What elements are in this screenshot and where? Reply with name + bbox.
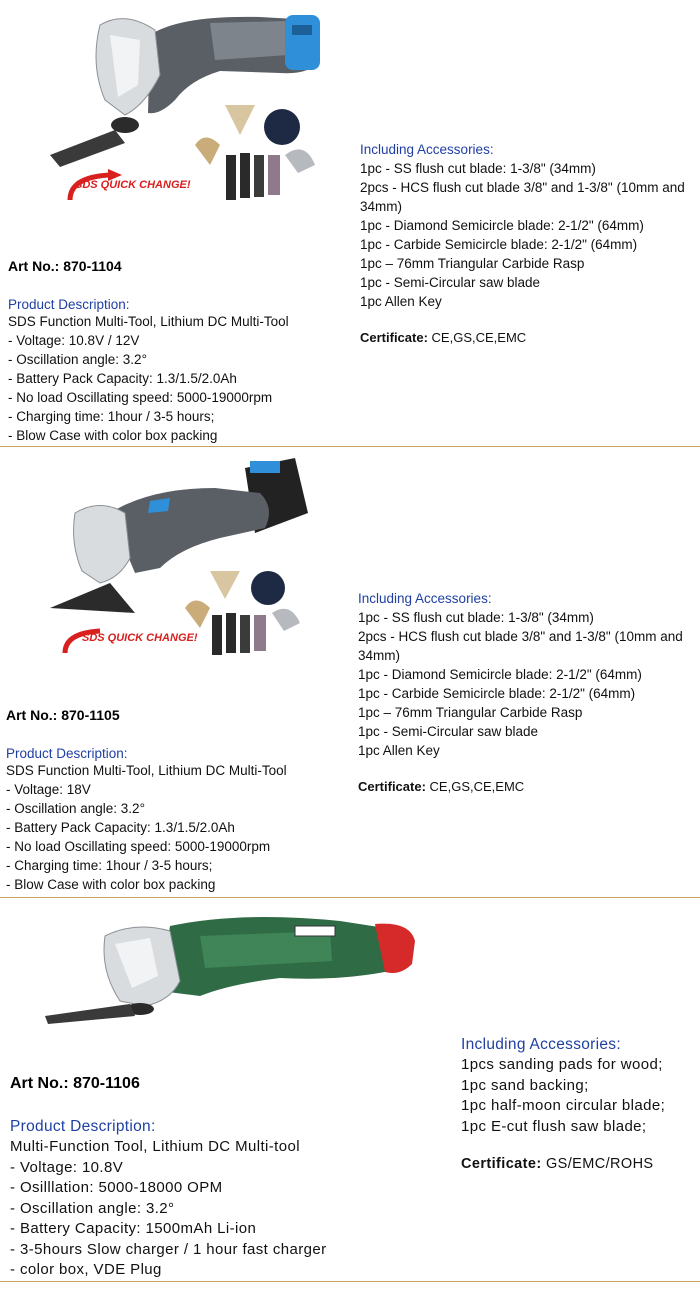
description-line: - Osilllation: 5000-18000 OPM (10, 1179, 223, 1196)
description-line: - 3-5hours Slow charger / 1 hour fast charger (10, 1240, 327, 1258)
description-line: - Oscillation angle: 3.2° (10, 1199, 175, 1217)
multitool-1106-image (40, 906, 420, 1026)
product-description (6, 746, 287, 894)
description-title: Product Description: (8, 297, 130, 312)
accessory-line: 1pc - Carbide Semicircle blade: 2-1/2" (64mm) (358, 686, 636, 701)
description-line: - No load Oscillating speed: 5000-19000rpm (6, 839, 271, 854)
accessory-line: 1pc - SS flush cut blade: 1-3/8" (34mm) (358, 610, 594, 625)
accessory-line: 1pc - Semi-Circular saw blade (360, 275, 541, 290)
description-line: SDS Function Multi-Tool, Lithium DC Multi-Tool (8, 314, 289, 329)
accessory-line: 2pcs - HCS flush cut blade 3/8" and 1-3/8" (10mm and (358, 629, 683, 644)
description-line: - Battery Capacity: 1500mAh Li-ion (10, 1220, 257, 1237)
description-line: - Battery Pack Capacity: 1.3/1.5/2.0Ah (8, 371, 237, 386)
accessory-line: 1pc E-cut flush saw blade; (461, 1117, 647, 1135)
accessory-line: 34mm) (360, 199, 403, 214)
description-line: - Oscillation angle: 3.2° (6, 801, 145, 816)
accessory-line: 1pc - SS flush cut blade: 1-3/8" (34mm) (360, 161, 596, 176)
description-line: - Charging time: 1hour / 3-5 hours; (8, 409, 215, 424)
art-number: Art No.: 870-1105 (6, 707, 120, 723)
product-description (8, 297, 289, 445)
accessory-line: 2pcs - HCS flush cut blade 3/8" and 1-3/8" (10mm and (360, 180, 685, 195)
product-description (10, 1116, 326, 1281)
description-line: - Oscillation angle: 3.2° (8, 352, 147, 367)
multitool-1105-image (40, 453, 320, 658)
accessory-line: 34mm) (358, 648, 401, 663)
accessory-line: 1pc half-moon circular blade; (461, 1097, 666, 1114)
description-line: - No load Oscillating speed: 5000-19000rpm (8, 390, 273, 405)
art-number: Art No.: 870-1106 (10, 1075, 140, 1092)
section-divider (0, 1281, 700, 1282)
accessory-line: 1pc Allen Key (358, 743, 440, 758)
accessory-line: 1pc – 76mm Triangular Carbide Rasp (360, 256, 585, 271)
accessory-line: 1pc - Carbide Semicircle blade: 2-1/2" (64mm) (360, 237, 638, 252)
description-line: - Voltage: 10.8V (10, 1158, 124, 1176)
accessory-line: 1pc – 76mm Triangular Carbide Rasp (358, 705, 583, 720)
description-line: - color box, VDE Plug (10, 1261, 162, 1278)
certificate: Certificate: CE,GS,CE,EMC (360, 330, 527, 345)
accessories (360, 140, 698, 345)
badge-sds-quick-change: SDS QUICK CHANGE! (82, 632, 198, 644)
accessories-title: Including Accessories: (461, 1036, 621, 1053)
description-line: - Blow Case with color box packing (8, 428, 218, 443)
certificate: Certificate: CE,GS,CE,EMC (358, 779, 525, 794)
description-line: - Blow Case with color box packing (6, 877, 216, 892)
accessories (358, 589, 698, 794)
accessory-line: 1pc sand backing; (461, 1076, 589, 1094)
section-divider (0, 446, 700, 447)
description-line: Multi-Function Tool, Lithium DC Multi-tool (10, 1138, 300, 1155)
product-870-1106 (0, 898, 700, 1299)
accessory-line: 1pcs sanding pads for wood; (461, 1056, 663, 1073)
product-870-1105 (0, 448, 700, 898)
product-870-1104 (0, 0, 700, 448)
accessory-line: 1pc - Semi-Circular saw blade (358, 724, 539, 739)
certificate: Certificate: GS/EMC/ROHS (461, 1156, 654, 1172)
description-line: - Charging time: 1hour / 3-5 hours; (6, 858, 213, 873)
accessories-title: Including Accessories: (358, 591, 492, 606)
art-number: Art No.: 870-1104 (8, 258, 122, 274)
description-line: - Battery Pack Capacity: 1.3/1.5/2.0Ah (6, 820, 235, 835)
description-title: Product Description: (6, 746, 128, 761)
description-title: Product Description: (10, 1118, 156, 1135)
accessories-title: Including Accessories: (360, 142, 494, 157)
accessory-line: 1pc - Diamond Semicircle blade: 2-1/2" (64mm) (360, 218, 644, 233)
description-line: - Voltage: 18V (6, 782, 91, 797)
description-line: - Voltage: 10.8V / 12V (8, 333, 140, 348)
accessory-line: 1pc Allen Key (360, 294, 442, 309)
badge-sds-quick-change: SDS QUICK CHANGE! (75, 179, 191, 191)
accessory-line: 1pc - Diamond Semicircle blade: 2-1/2" (64mm) (358, 667, 642, 682)
accessories (461, 1034, 698, 1172)
description-line: SDS Function Multi-Tool, Lithium DC Multi-Tool (6, 763, 287, 778)
